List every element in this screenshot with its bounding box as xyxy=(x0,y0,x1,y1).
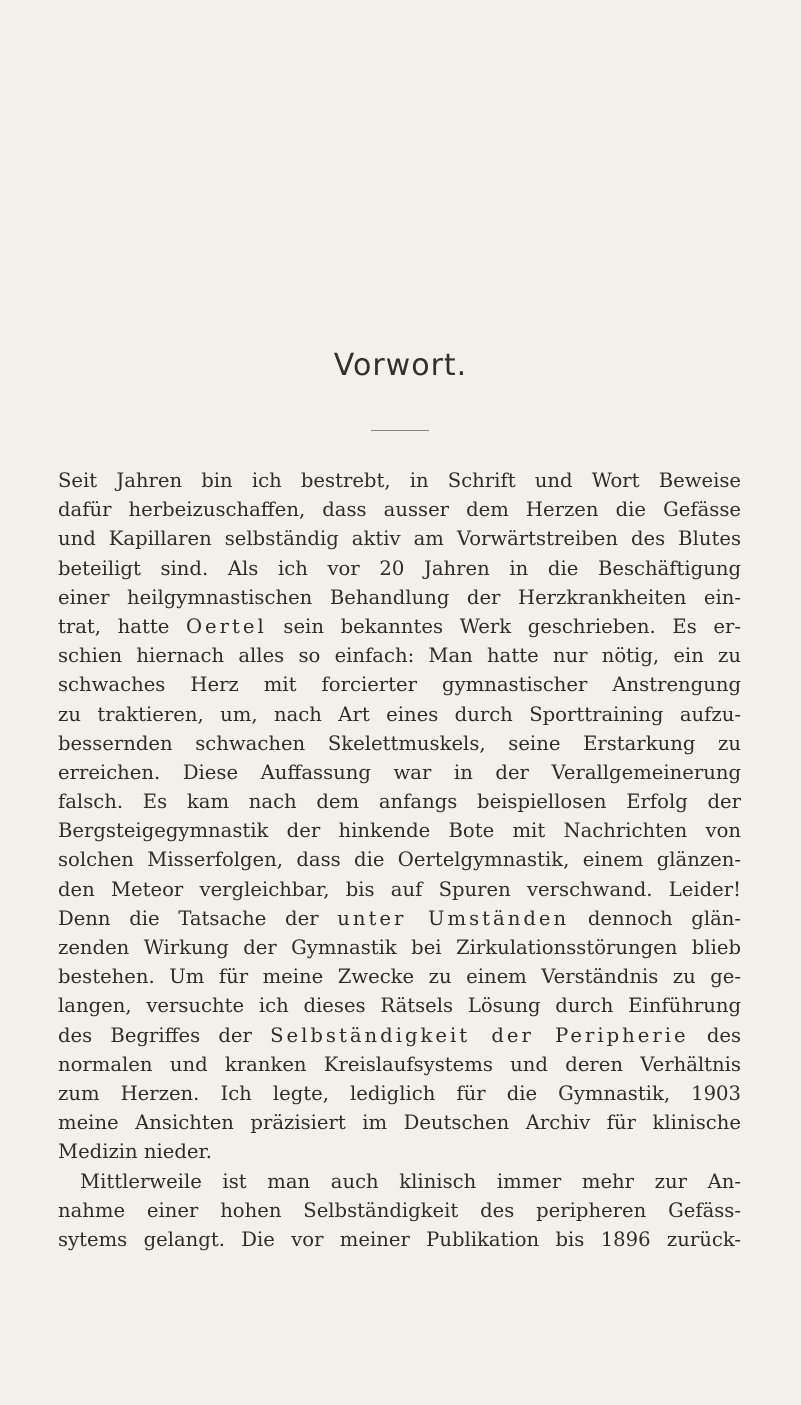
text-line: bestehen. Um für meine Zwecke zu einem Verständnis zu ge- xyxy=(58,965,741,989)
text-line: falsch. Es kam nach dem anfangs beispiellosen Erfolg der xyxy=(58,790,741,814)
text-line: schwaches Herz mit forcierter gymnastischer Anstrengung xyxy=(58,673,741,697)
text-line: erreichen. Diese Auffassung war in der Verallgemeinerung xyxy=(58,760,741,784)
text-segment: des xyxy=(688,1023,742,1047)
text-line: den Meteor vergleichbar, bis auf Spuren verschwand. Leider! xyxy=(58,877,741,901)
title-divider xyxy=(371,430,429,431)
text-line: und Kapillaren selbständig aktiv am Vorwärtstreiben des Blutes xyxy=(58,527,741,551)
text-line: normalen und kranken Kreislaufsystems und deren Verhältnis xyxy=(58,1052,741,1076)
spaced-emphasis: Selbständigkeit der Peripherie xyxy=(270,1023,689,1047)
text-line: schien hiernach alles so einfach: Man hatte nur nötig, ein zu xyxy=(58,644,741,668)
text-line: nahme einer hohen Selbständigkeit des peripheren Gefäss- xyxy=(58,1198,741,1222)
text-line xyxy=(58,1021,741,1050)
text-segment: dennoch glän- xyxy=(569,906,742,930)
text-line: bessernden schwachen Skelettmuskels, seine Erstarkung zu xyxy=(58,731,741,755)
text-segment: Denn die Tatsache der xyxy=(58,906,338,930)
text-line: sytems gelangt. Die vor meiner Publikation bis 1896 zurück- xyxy=(58,1227,741,1251)
text-line: solchen Misserfolgen, dass die Oertelgymnastik, einem glänzen- xyxy=(58,848,741,872)
text-line xyxy=(58,612,741,641)
text-line: einer heilgymnastischen Behandlung der Herzkrankheiten ein- xyxy=(58,585,741,609)
text-line: Bergsteigegymnastik der hinkende Bote mit Nachrichten von xyxy=(58,819,741,843)
text-line: langen, versuchte ich dieses Rätsels Lösung durch Einführung xyxy=(58,994,741,1018)
text-line: Mittlerweile ist man auch klinisch immer mehr zur An- xyxy=(80,1169,741,1193)
text-line: zum Herzen. Ich legte, lediglich für die Gymnastik, 1903 xyxy=(58,1081,741,1105)
spaced-emphasis: unter Umständen xyxy=(337,906,570,930)
text-segment: sein bekanntes Werk geschrieben. Es er- xyxy=(266,614,741,638)
text-segment: trat, hatte xyxy=(58,614,186,638)
text-line xyxy=(58,904,741,933)
text-line: Medizin nieder. xyxy=(58,1140,212,1164)
spaced-name-oertel: Oertel xyxy=(185,614,267,638)
text-line: meine Ansichten präzisiert im Deutschen Archiv für klinische xyxy=(58,1111,741,1135)
page-title: Vorwort. xyxy=(333,348,468,383)
text-line: Seit Jahren bin ich bestrebt, in Schrift und Wort Beweise xyxy=(58,469,741,492)
text-line: zu traktieren, um, nach Art eines durch Sporttraining aufzu- xyxy=(58,702,741,726)
text-line: dafür herbeizuschaffen, dass ausser dem Herzen die Gefässe xyxy=(58,498,741,522)
body-text xyxy=(58,466,741,1254)
text-line: zenden Wirkung der Gymnastik bei Zirkulationsstörungen blieb xyxy=(58,936,741,959)
text-line: beteiligt sind. Als ich vor 20 Jahren in die Beschäftigung xyxy=(58,556,741,580)
text-segment: des Begriffes der xyxy=(58,1023,271,1047)
